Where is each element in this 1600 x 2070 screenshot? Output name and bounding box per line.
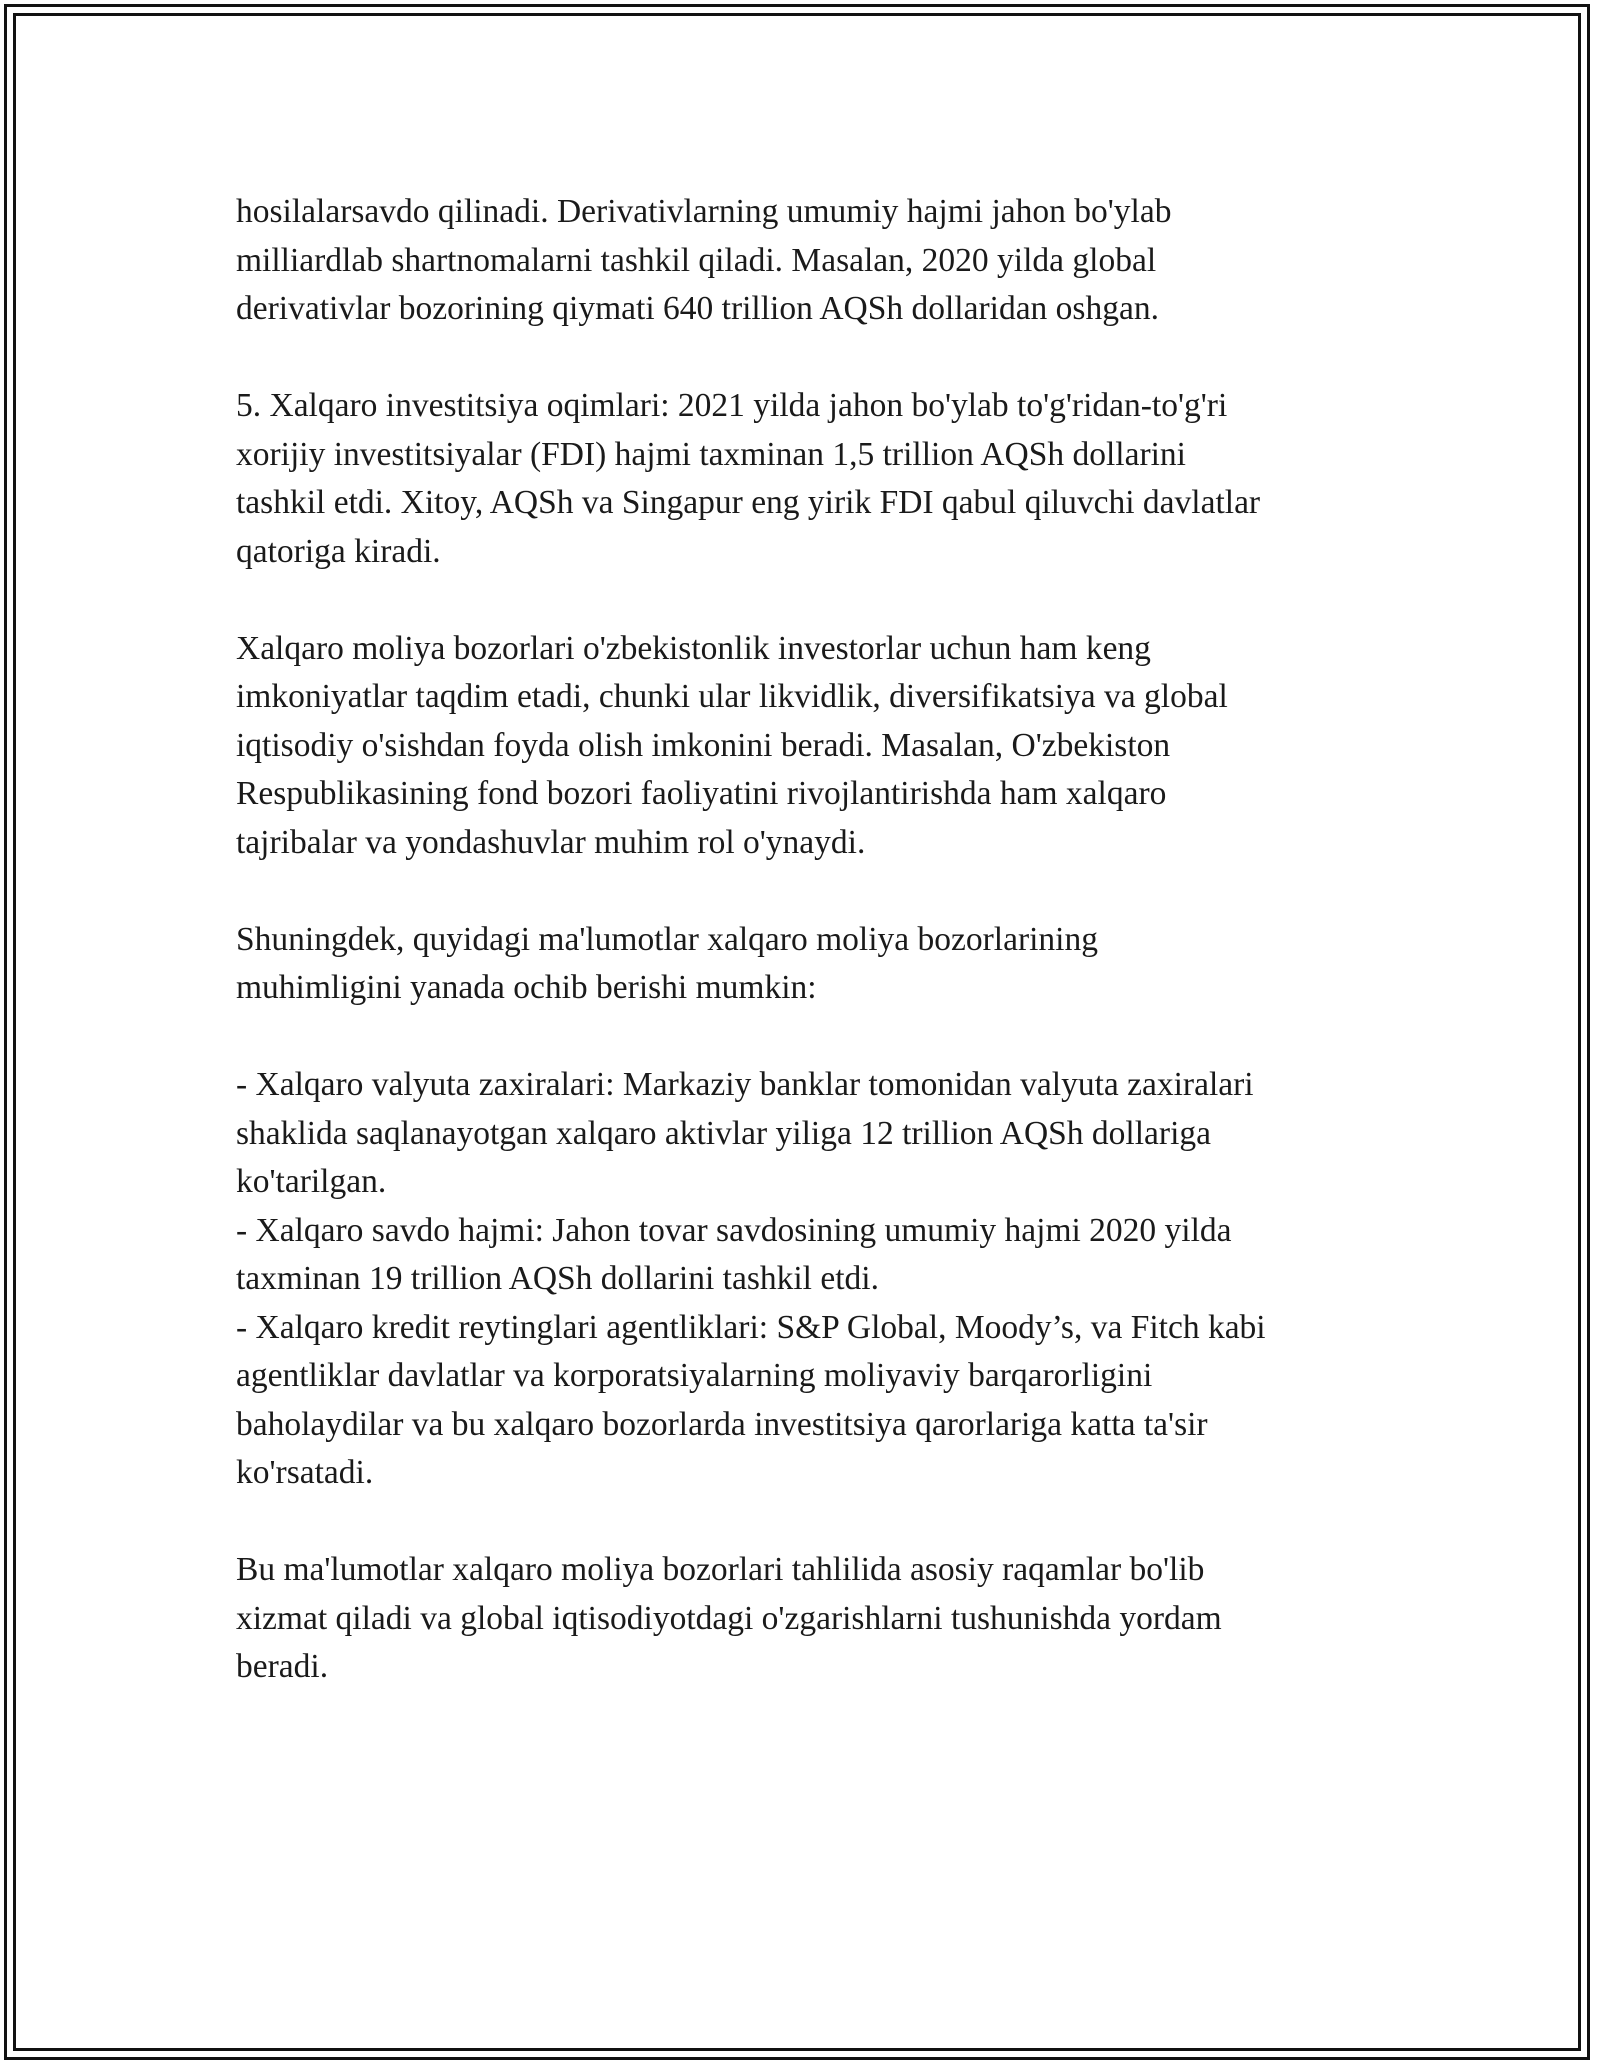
- bullet-list: [236, 1061, 1386, 1498]
- paragraph-uzbek-investors: Xalqaro moliya bozorlari o'zbekistonlik investorlar uchun ham keng imkoniyatlar taqdim etadi, chunki ular likvidlik, diversifikatsiya va global iqtisodiy o'sishdan foyda olish imkonini beradi. Masalan, O'zbekiston Respublikasining fond bozori faoliyatini rivojlantirishda ham xalqaro tajribalar va yondashuvlar muhim rol o'ynaydi.: [236, 629, 1228, 861]
- paragraph-derivatives: hosilalarsavdo qilinadi. Derivativlarning umumiy hajmi jahon bo'ylab milliardlab shartnomalarni tashkil qiladi. Masalan, 2020 yilda global derivativlar bozorining qiymati 640 trillion AQSh dollaridan oshgan.: [236, 193, 1172, 327]
- paragraph-closing: Bu ma'lumotlar xalqaro moliya bozorlari tahlilida asosiy raqamlar bo'lib xizmat qiladi va global iqtisodiyotdagi o'zgarishlarni tushunishda yordam beradi.: [236, 1551, 1222, 1685]
- list-item-currency-reserves: - Xalqaro valyuta zaxiralari: Markaziy banklar tomonidan valyuta zaxiralari shaklida saqlanayotgan xalqaro aktivlar yiliga 12 trillion AQSh dollariga ko'tarilgan.: [236, 1066, 1254, 1200]
- document-body: [236, 188, 1386, 1740]
- list-item-trade-volume: - Xalqaro savdo hajmi: Jahon tovar savdosining umumiy hajmi 2020 yilda taxminan 19 trillion AQSh dollarini tashkil etdi.: [236, 1211, 1232, 1297]
- paragraph-list-intro: Shuningdek, quyidagi ma'lumotlar xalqaro moliya bozorlarining muhimligini yanada ochib berishi mumkin:: [236, 920, 1098, 1006]
- list-item-credit-ratings: - Xalqaro kredit reytinglari agentliklari: S&P Global, Moody’s, va Fitch kabi agentliklar davlatlar va korporatsiyalarning moliyaviy barqarorligini baholaydilar va bu xalqaro bozorlarda investitsiya qarorlariga katta ta'sir ko'rsatadi.: [236, 1308, 1266, 1491]
- paragraph-investment-flows: 5. Xalqaro investitsiya oqimlari: 2021 yilda jahon bo'ylab to'g'ridan-to'g'ri xorijiy investitsiyalar (FDI) hajmi taxminan 1,5 trillion AQSh dollarini tashkil etdi. Xitoy, AQSh va Singapur eng yirik FDI qabul qiluvchi davlatlar qatoriga kiradi.: [236, 387, 1261, 570]
